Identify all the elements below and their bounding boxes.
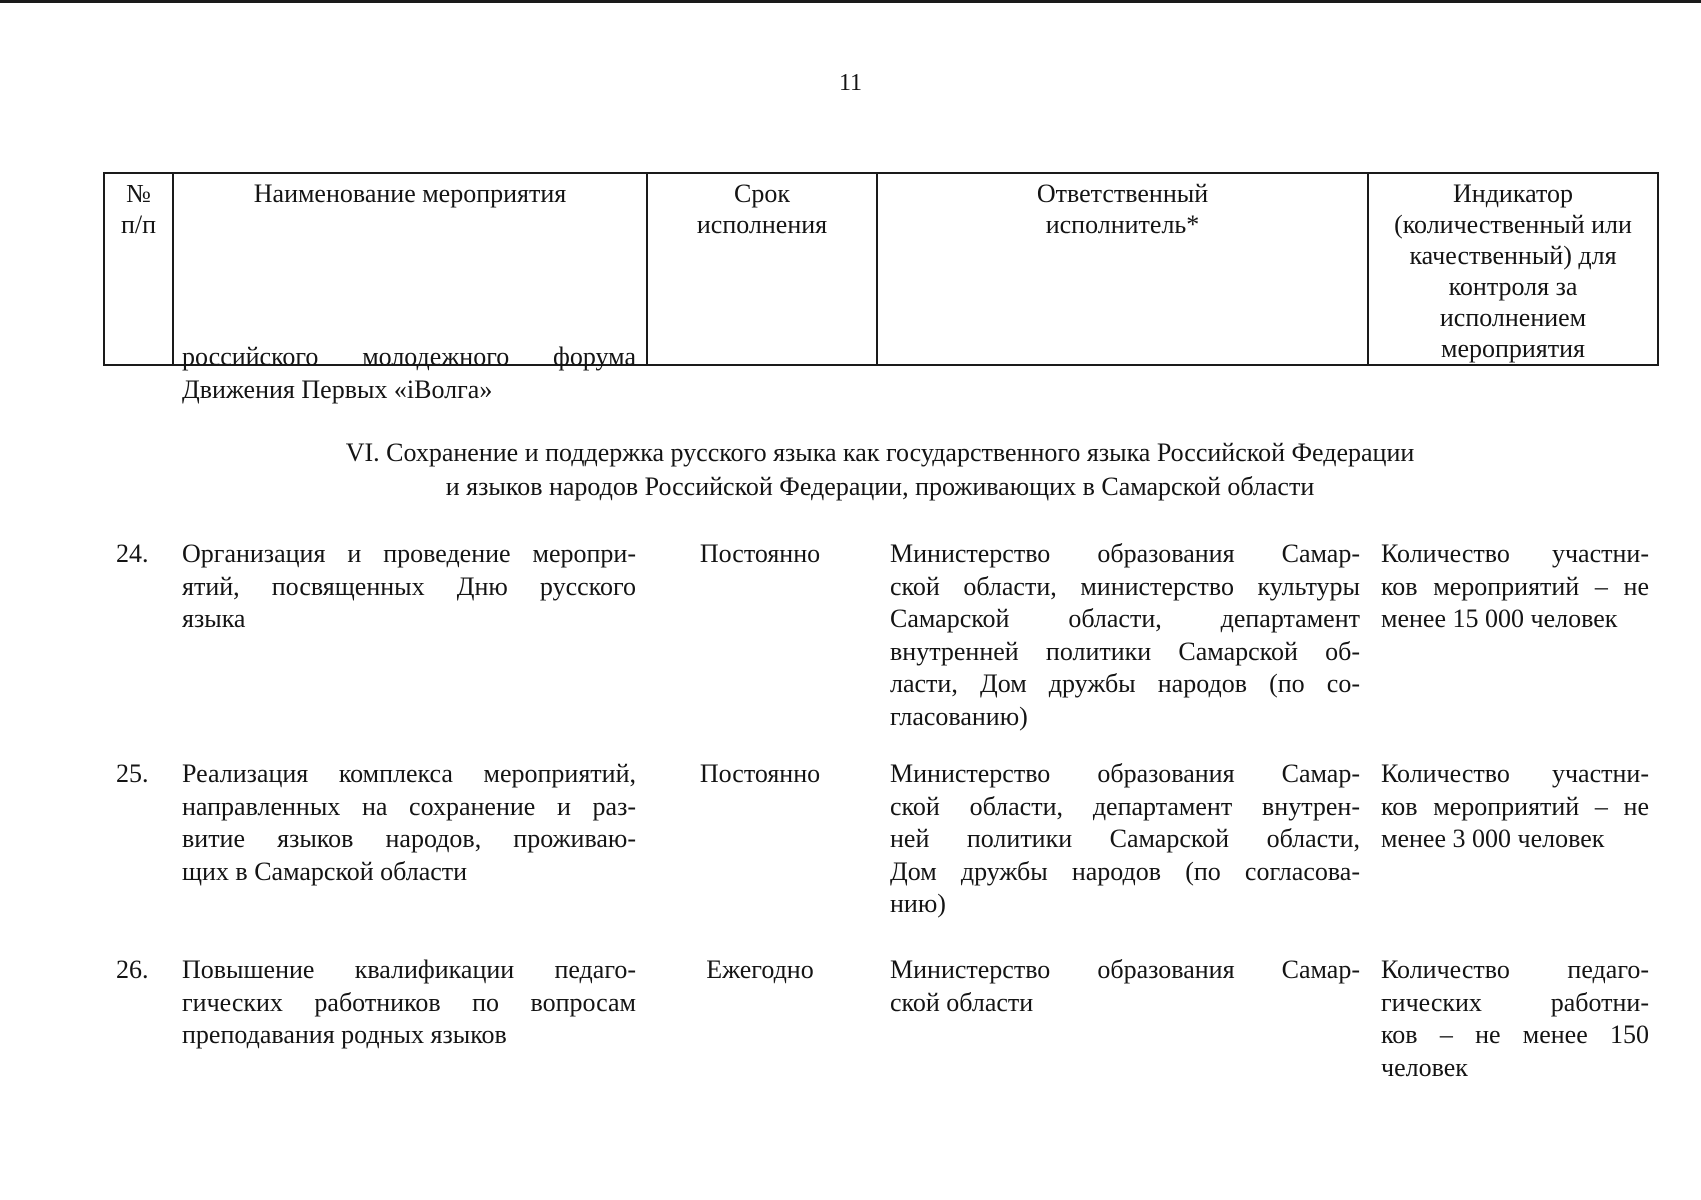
row-indicator [1381, 758, 1649, 856]
continuation-line: Движения Первых «iВолга» [182, 374, 493, 404]
row-indicator-line: Количество участни- [1381, 539, 1649, 568]
row-indicator-line: менее 15 000 человек [1381, 604, 1618, 633]
row-indicator-line: ков – не менее 150 [1381, 1020, 1649, 1049]
row-indicator-line: ков мероприятий – не [1381, 791, 1649, 821]
header-name: Наименование мероприятия [173, 173, 647, 365]
row-name [182, 538, 636, 636]
row-name-line: Повышение квалификации педаго- [182, 955, 636, 984]
row-term: Ежегодно [706, 955, 814, 984]
row-responsible-line: ской области, департамент внутрен- [890, 791, 1360, 821]
row-responsible-line: внутренней политики Самарской об- [890, 636, 1360, 666]
row-name-line: витие языков народов, проживаю- [182, 824, 636, 853]
row-indicator [1381, 538, 1649, 636]
row-number: 25. [116, 759, 149, 788]
row-responsible-line: гласованию) [890, 701, 1028, 731]
row-indicator-line: Количество участни- [1381, 759, 1649, 788]
row-name [182, 954, 636, 1052]
row-indicator-line: менее 3 000 человек [1381, 824, 1605, 853]
continuation-text [182, 341, 636, 406]
header-term: Срок исполнения [647, 173, 877, 365]
row-name-line: Организация и проведение меропри- [182, 539, 636, 568]
row-indicator-line: человек [1381, 1052, 1468, 1082]
row-responsible-line: Дом дружбы народов (по согласова- [890, 856, 1360, 886]
row-name-line: Реализация комплекса мероприятий, [182, 759, 636, 788]
row-name-line: языка [182, 604, 246, 633]
section-heading-line: и языков народов Российской Федерации, проживающих в Самарской области [445, 472, 1315, 501]
row-name [182, 758, 636, 888]
row-indicator-line: Количество педаго- [1381, 955, 1649, 984]
row-indicator-line: гических работни- [1381, 987, 1649, 1017]
row-name-line: направленных на сохранение и раз- [182, 791, 636, 821]
row-number: 26. [116, 955, 149, 984]
row-name-line: преподавания родных языков [182, 1020, 507, 1049]
row-responsible-line: ской области, министерство культуры [890, 571, 1360, 601]
row-responsible-line: ской области [890, 987, 1034, 1017]
row-responsible-line: Самарской области, департамент [890, 604, 1360, 633]
header-responsible: Ответственный исполнитель* [877, 173, 1368, 365]
continuation-line: российского молодежного форума [182, 342, 636, 371]
row-responsible-line: Министерство образования Самар- [890, 759, 1360, 788]
row-responsible-line: Министерство образования Самар- [890, 539, 1360, 568]
row-name-line: ятий, посвященных Дню русского [182, 571, 636, 601]
section-heading [103, 436, 1657, 504]
header-number: № п/п [104, 173, 173, 365]
row-responsible [890, 538, 1360, 733]
table-header [103, 172, 1659, 366]
row-name-line: щих в Самарской области [182, 856, 468, 886]
row-term: Постоянно [699, 539, 821, 568]
row-responsible-line: Министерство образования Самар- [890, 955, 1360, 984]
row-indicator [1381, 954, 1649, 1084]
row-term: Постоянно [699, 759, 821, 788]
row-responsible-line: ней политики Самарской области, [890, 824, 1360, 853]
row-indicator-line: ков мероприятий – не [1381, 571, 1649, 601]
page-top-edge [0, 0, 1701, 3]
header-indicator: Индикатор (количественный или качественный) для контроля за исполнением мероприятия [1368, 173, 1658, 365]
row-responsible-line: ласти, Дом дружбы народов (по со- [890, 669, 1360, 698]
row-name-line: гических работников по вопросам [182, 987, 636, 1017]
row-responsible [890, 954, 1360, 1019]
row-number: 24. [116, 539, 149, 568]
section-heading-line: VI. Сохранение и поддержка русского языка как государственного языка Российской Федерации [345, 438, 1415, 467]
row-responsible-line: нию) [890, 889, 946, 918]
page-number: 11 [838, 70, 863, 96]
row-responsible [890, 758, 1360, 921]
